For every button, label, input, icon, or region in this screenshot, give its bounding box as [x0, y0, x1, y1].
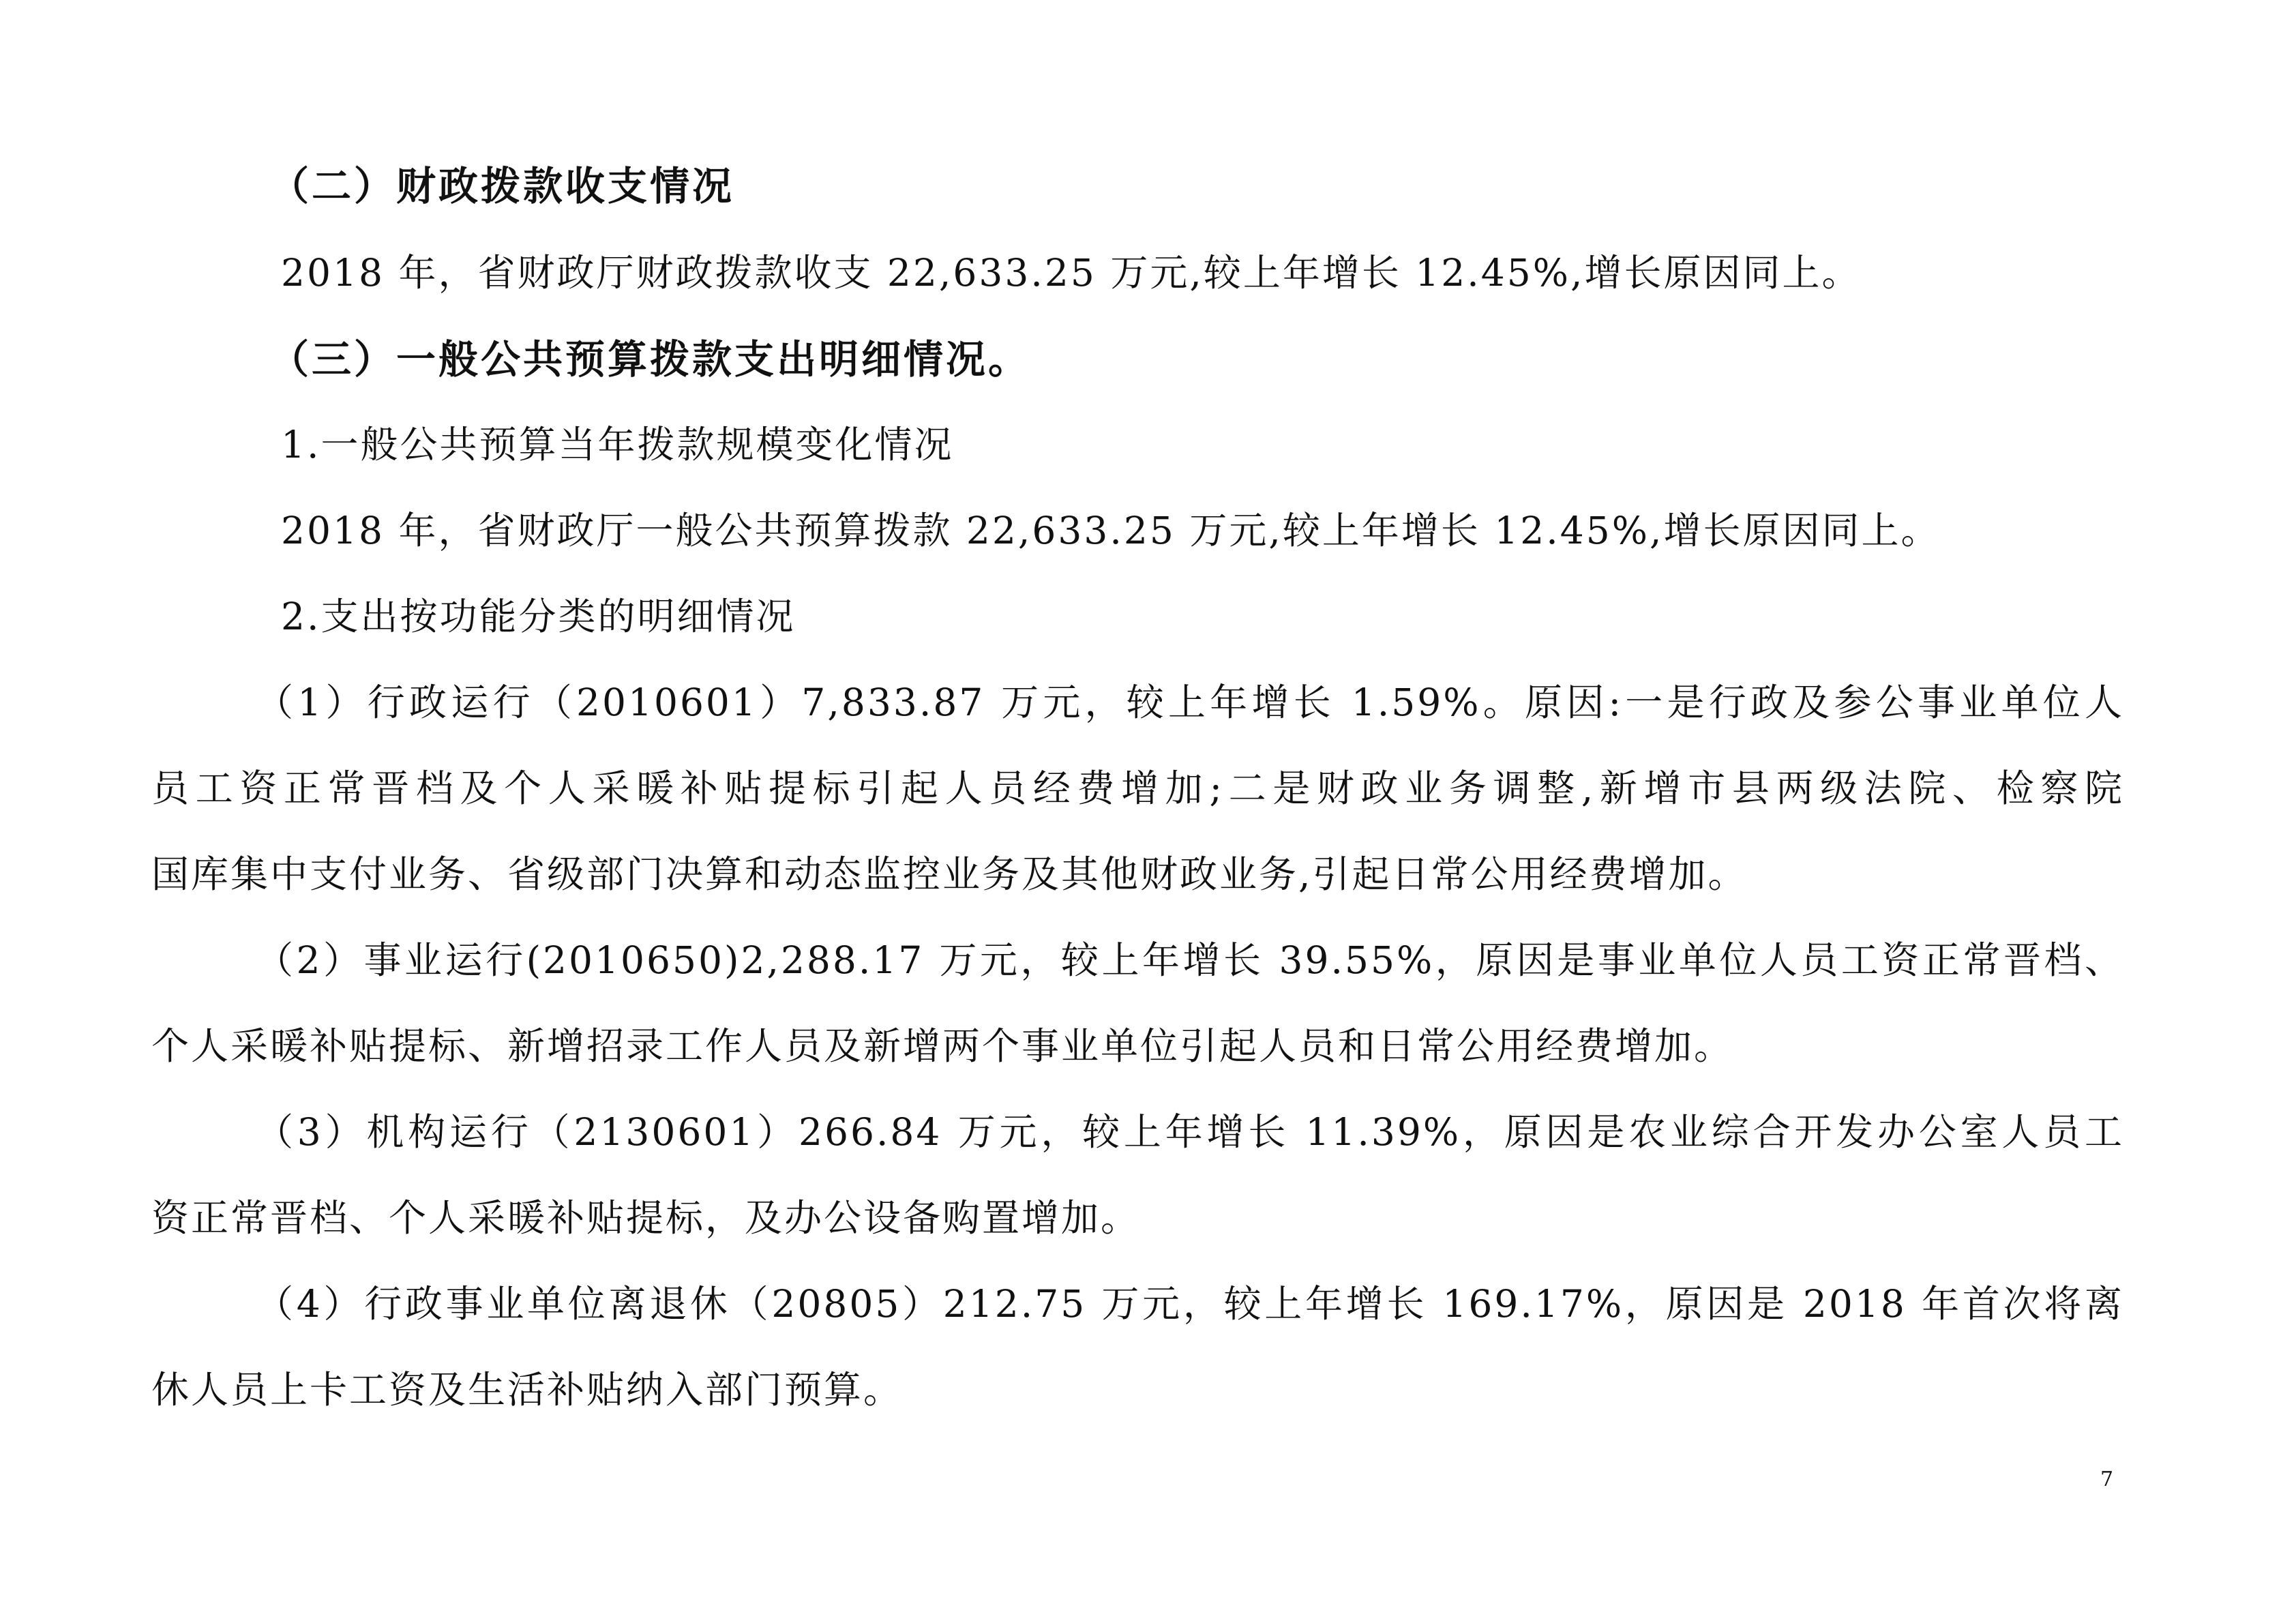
item-4-line-2: 休人员上卡工资及生活补贴纳入部门预算。: [151, 1368, 904, 1412]
paragraph-scale-change: 2018 年，省财政厅一般公共预算拨款 22,633.25 万元,较上年增长 12.45%,增长原因同上。: [281, 509, 1941, 552]
subsection-title-functional-classification: 2.支出按功能分类的明细情况: [281, 595, 796, 638]
item-4-line-1: （4）行政事业单位离退休（20805）212.75 万元，较上年增长 169.17%，原因是 2018 年首次将离: [256, 1282, 2124, 1326]
item-2-line-2: 个人采暖补贴提标、新增招录工作人员及新增两个事业单位引起人员和日常公用经费增加。: [151, 1024, 1734, 1068]
item-1-line-3: 国库集中支付业务、省级部门决算和动态监控业务及其他财政业务,引起日常公用经费增加。: [151, 852, 1748, 896]
item-1-line-1: （1）行政运行（2010601）7,833.87 万元，较上年增长 1.59%。原因:一是行政及参公事业单位人: [256, 681, 2124, 724]
item-3-line-2: 资正常晋档、个人采暖补贴提标，及办公设备购置增加。: [151, 1196, 1141, 1240]
page-number: 7: [2100, 1468, 2114, 1491]
subsection-title-scale-change: 1.一般公共预算当年拨款规模变化情况: [281, 423, 954, 466]
section-heading-general-budget-detail: （三）一般公共预算拨款支出明细情况。: [269, 336, 1031, 383]
item-2-line-1: （2）事业运行(2010650)2,288.17 万元，较上年增长 39.55%，原因是事业单位人员工资正常晋档、: [256, 938, 2124, 982]
paragraph-fiscal-appropriation: 2018 年，省财政厅财政拨款收支 22,633.25 万元,较上年增长 12.45%,增长原因同上。: [281, 251, 1862, 295]
item-3-line-1: （3）机构运行（2130601）266.84 万元，较上年增长 11.39%，原因是农业综合开发办公室人员工: [256, 1110, 2124, 1154]
item-1-line-2: 员工资正常晋档及个人采暖补贴提标引起人员经费增加;二是财政业务调整,新增市县两级法院、检察院: [151, 766, 2124, 810]
section-heading-fiscal-appropriation: （二）财政拨款收支情况: [269, 163, 735, 209]
